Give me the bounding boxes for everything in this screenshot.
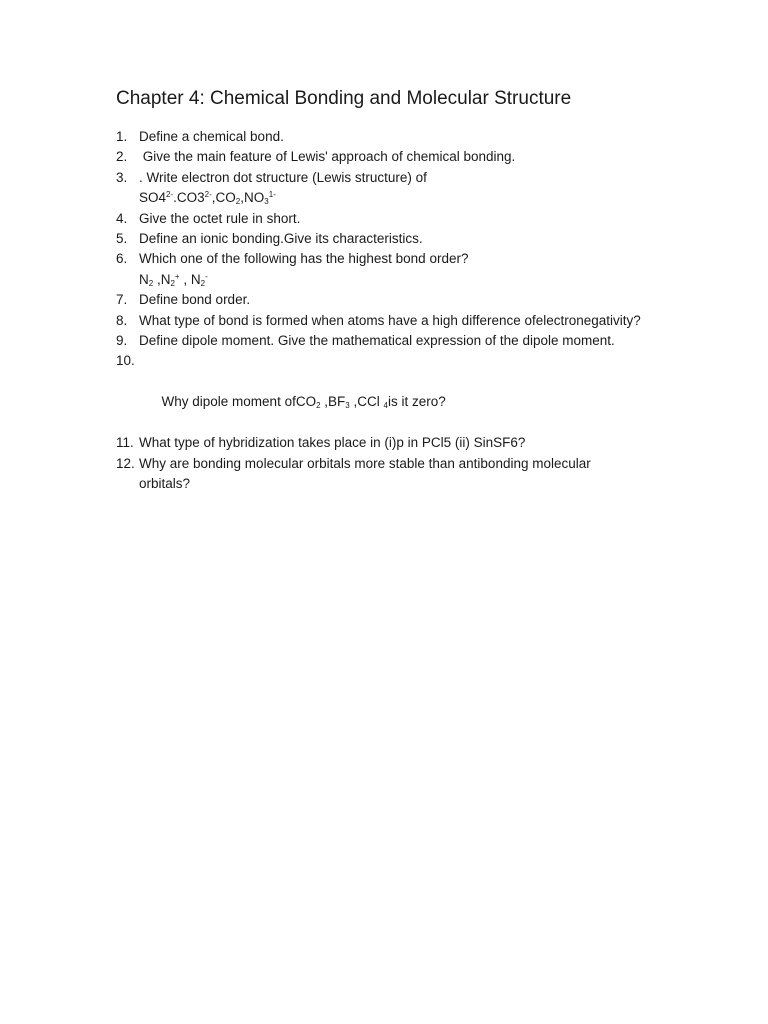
formula-part: .CO3 <box>173 190 205 206</box>
question-text: Define a chemical bond. <box>139 129 284 144</box>
question-8 <box>116 311 716 331</box>
question-3 <box>116 168 716 209</box>
question-number: 4. <box>116 210 128 226</box>
question-text: Define bond order. <box>139 292 251 308</box>
question-number: 3. <box>116 169 128 185</box>
formula-subscript: 2 <box>316 401 321 411</box>
formula-subscript: 3 <box>345 401 350 411</box>
question-text: Give the main feature of Lewis' approach of chemical bonding. <box>139 149 516 165</box>
formula-subscript: 2 <box>200 278 206 288</box>
question-text-end: is it zero? <box>387 394 446 410</box>
formula-charge: 1- <box>268 190 276 200</box>
question-4 <box>116 209 716 229</box>
formula-subscript: 2 <box>170 278 175 288</box>
formula-part: ,NO <box>240 190 265 206</box>
question-number: 11. <box>116 435 134 451</box>
question-text-continued: orbitals? <box>139 475 191 491</box>
question-formula <box>139 188 716 208</box>
question-text: Which one of the following has the highest bond order? <box>139 251 469 267</box>
question-10 <box>116 351 716 433</box>
question-list <box>116 127 716 494</box>
question-text: Define an ionic bonding.Give its characteristics. <box>139 231 423 247</box>
formula-part: SO4 <box>139 190 167 206</box>
question-number: 8. <box>116 312 128 328</box>
question-formula <box>139 270 716 290</box>
page-title: Chapter 4: Chemical Bonding and Molecular Structure <box>116 88 572 109</box>
question-2 <box>116 147 716 167</box>
formula-subscript: 4 <box>383 401 388 411</box>
question-number: 2. <box>116 149 128 165</box>
question-9 <box>116 331 716 351</box>
formula-charge: 2- <box>166 190 174 200</box>
question-number: 1. <box>116 129 128 144</box>
question-text: What type of bond is formed when atoms have a high difference ofelectronegativity? <box>139 312 641 328</box>
question-text: Why dipole moment ofCO <box>161 394 317 410</box>
question-number: 7. <box>116 292 128 308</box>
question-number: 6. <box>116 251 128 267</box>
question-5 <box>116 229 716 249</box>
formula-subscript: 3 <box>264 197 269 207</box>
formula-part: ,CCl <box>349 394 384 410</box>
formula-charge: 2- <box>204 190 212 200</box>
question-number: 9. <box>116 333 128 349</box>
question-6 <box>116 249 716 290</box>
formula-subscript: 2 <box>148 278 154 288</box>
formula-part: , N <box>179 271 201 287</box>
formula-part: N <box>139 271 149 287</box>
question-text: Why are bonding molecular orbitals more stable than antibonding molecular <box>139 455 591 471</box>
question-7 <box>116 290 716 310</box>
formula-part: ,N <box>153 271 171 287</box>
question-number: 10. <box>116 353 135 369</box>
formula-charge: + <box>174 271 180 281</box>
question-11 <box>116 433 716 453</box>
question-number: 12. <box>116 455 135 471</box>
question-text: . Write electron dot structure (Lewis structure) of <box>139 169 427 185</box>
formula-part: ,BF <box>320 394 346 410</box>
formula-charge: - <box>205 271 208 281</box>
question-text: What type of hybridization takes place in (i)p in PCl5 (ii) SinSF6? <box>139 435 526 451</box>
formula-part: ,CO <box>211 190 236 206</box>
question-text: Give the octet rule in short. <box>139 210 301 226</box>
question-text: Define dipole moment. Give the mathematical expression of the dipole moment. <box>139 333 615 349</box>
question-12 <box>116 454 716 495</box>
question-1 <box>116 127 716 147</box>
formula-subscript: 2 <box>235 197 241 207</box>
question-number: 5. <box>116 231 128 247</box>
